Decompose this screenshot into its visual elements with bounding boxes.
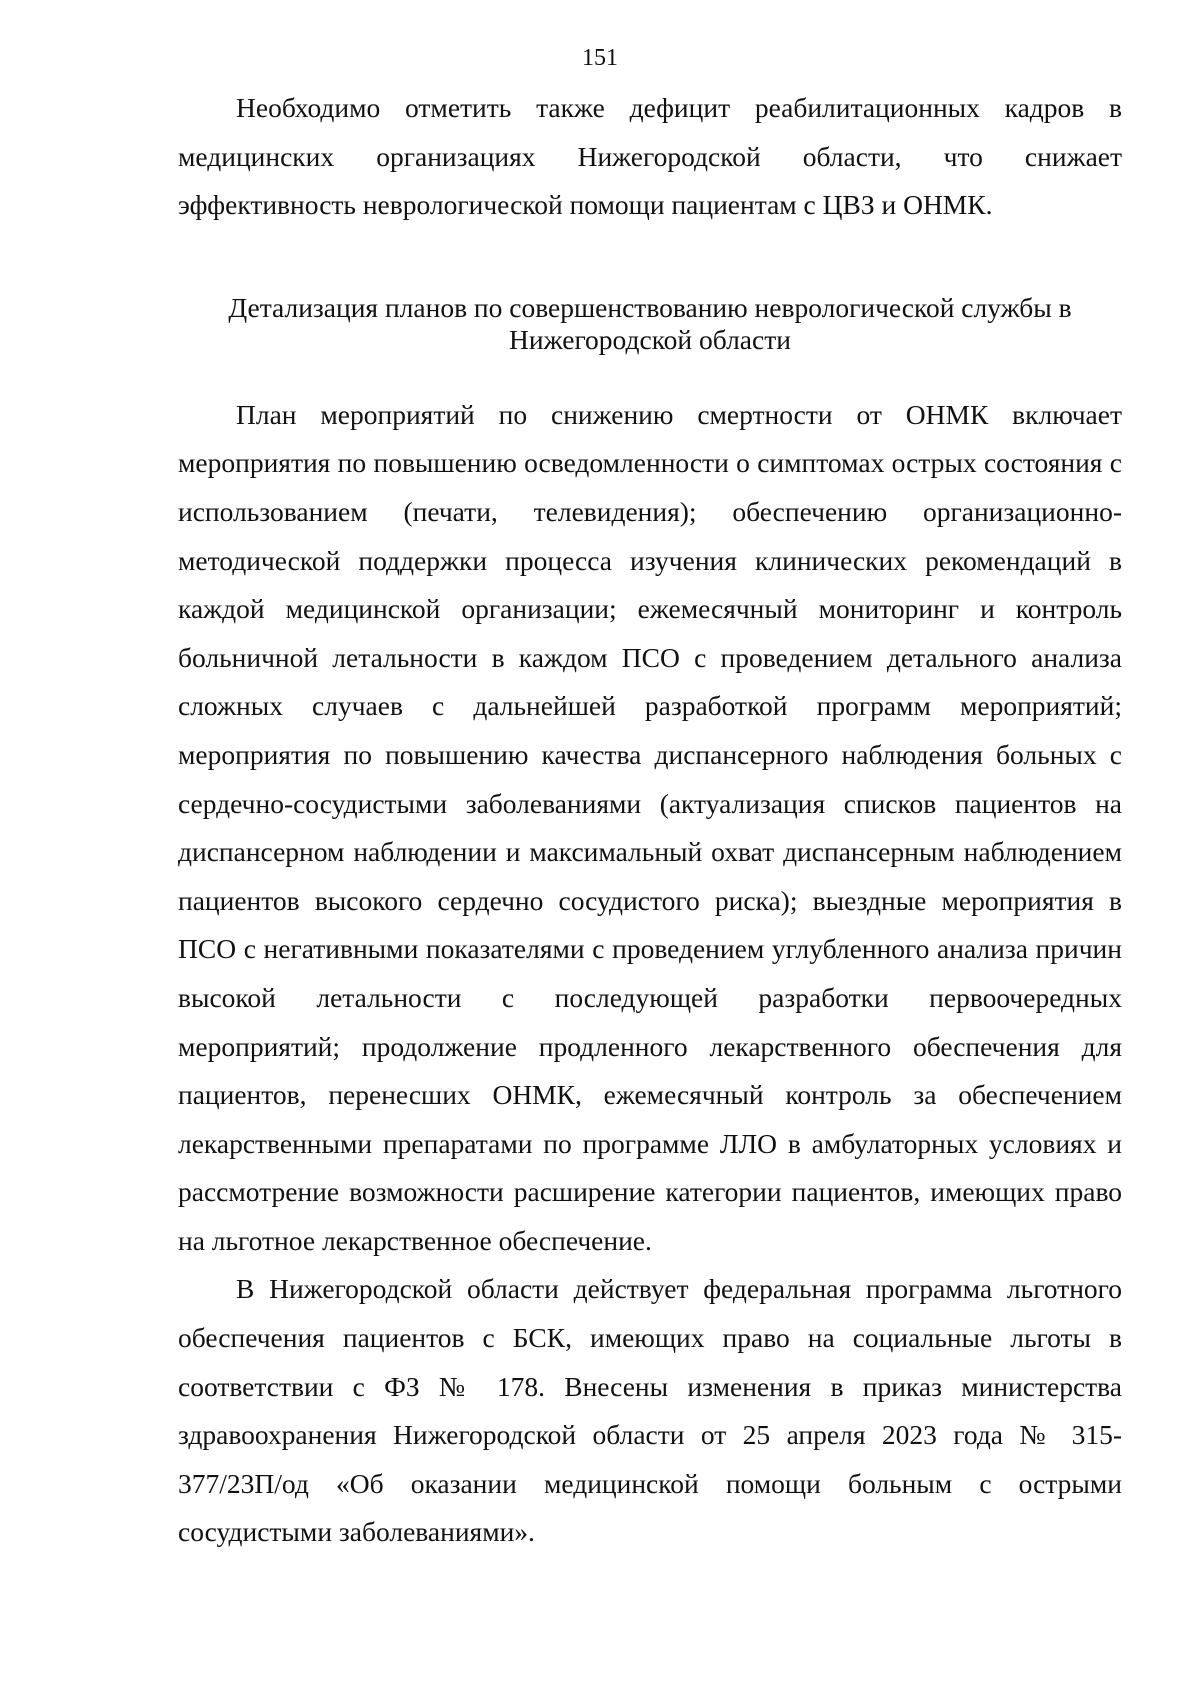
paragraph-staff-deficit: Необходимо отметить также дефицит реабилитационных кадров в медицинских организациях Нижегородской области, что снижает эффективность неврологической помощи пациентам с ЦВЗ и ОНМК.	[178, 92, 1122, 221]
section-heading	[178, 292, 1122, 356]
page-content	[178, 84, 1122, 1557]
page-number: 151	[582, 45, 618, 71]
paragraph-federal-program: В Нижегородской области действует федеральная программа льготного обеспечения пациентов с БСК, имеющих право на социальные льготы в соответствии с ФЗ № 178. Внесены изменения в приказ министерства здравоохранения Нижегородской области от 25 апреля 2023 года № 315-377/23П/од «Об оказании медицинской помощи больным с острыми сосудистыми заболеваниями».	[178, 1273, 1122, 1548]
paragraph-action-plan: План мероприятий по снижению смертности от ОНМК включает мероприятия по повышению осведомленности о симптомах острых состояния с использованием (печати, телевидения); обеспечению организационно-методической поддержки процесса изучения клинических рекомендаций в каждой медицинской организации; ежемесячный мониторинг и контроль больничной летальности в каждом ПСО с проведением детального анализа сложных случаев с дальнейшей разработкой программ мероприятий; мероприятия по повышению качества диспансерного наблюдения больных с сердечно-сосудистыми заболеваниями (актуализация списков пациентов на диспансерном наблюдении и максимальный охват диспансерным наблюдением пациентов высокого сердечно сосудистого риска); выездные мероприятия в ПСО с негативными показателями с проведением углубленного анализа причин высокой летальности с последующей разработки первоочередных мероприятий; продолжение продленного лекарственного обеспечения для пациентов, перенесших ОНМК, ежемесячный контроль за обеспечением лекарственными препаратами по программе ЛЛО в амбулаторных условиях и рассмотрение возможности расширение категории пациентов, имеющих право на льготное лекарственное обеспечение.	[178, 398, 1122, 1256]
section-heading-line-2: Нижегородской области	[509, 323, 791, 355]
section-heading-line-1: Детализация планов по совершенствованию неврологической службы в	[228, 291, 1072, 323]
